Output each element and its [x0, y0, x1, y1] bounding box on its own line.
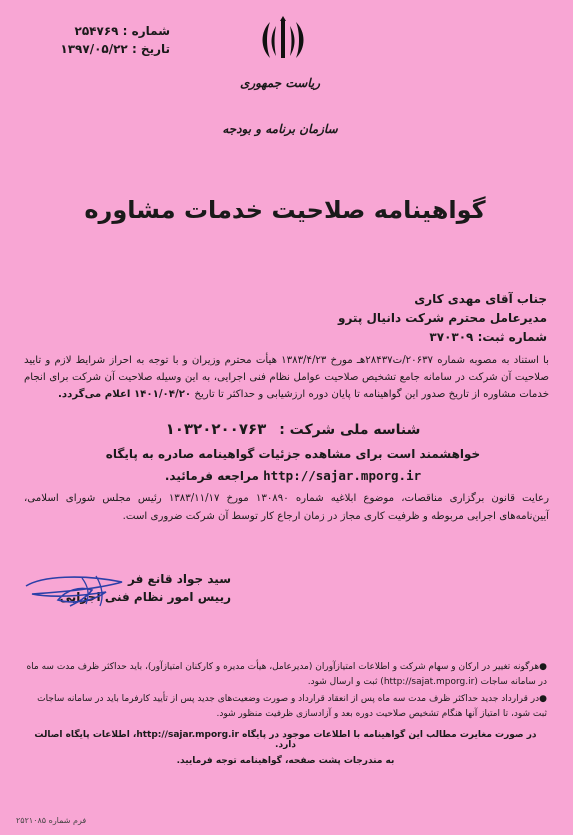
law-paragraph: رعایت قانون برگزاری مناقصات، موضوع ابلاغیه شماره ۱۳۰۸۹۰ مورخ ۱۳۸۳/۱۱/۱۷ رئیس مجلس شورای اسلامی، آیین‌نامه‌های اجرایی مربوطه و ظرفیت کاری مجاز در زمان ارجاع کار توسط آن شرکت ضروری است.	[24, 493, 549, 522]
addressee-block	[247, 290, 547, 347]
org-line-budget: سازمان برنامه و بودجه	[222, 122, 338, 136]
addressee-name: جناب آقای مهدی کاری	[414, 292, 547, 306]
validity-date: ۱۴۰۱/۰۴/۲۰ اعلام می‌گردد.	[58, 389, 192, 400]
signatory-title: رییس امور نظام فنی اجرایی	[59, 590, 231, 604]
conflict-note: در صورت مغایرت مطالب این گواهینامه با اطلاعات موجود در پایگاه http://sajar.mporg.ir، اطلاعات پایگاه اصالت دارد.	[34, 730, 537, 750]
body-paragraph	[24, 352, 549, 403]
referral-line1: خواهشمند است برای مشاهده جزئیات گواهینامه صادره به پایگاه	[105, 447, 481, 461]
note-item: ●هرگونه تغییر در ارکان و سهام شرکت و اطلاعات امتیازآوران (مدیرعامل، هیأت مدیره و کارکنان امتیازآور)، باید حداکثر ظرف مدت سه ماه در سامانه ساجات (http://sajat.mporg.ir) ثبت و ارسال شود.	[26, 662, 547, 687]
back-page-note: به مندرجات پشت صفحه، گواهینامه توجه فرمایید.	[176, 756, 395, 766]
referral-text	[103, 444, 483, 487]
page-title: گواهینامه صلاحیت خدمات مشاوره	[84, 196, 486, 224]
body-text: با استناد به مصوبه شماره ۲۰۶۳۷/ت۲۸۴۳۷هـ مورخ ۱۳۸۳/۴/۲۳ هیأت محترم وزیران و با توجه به احراز شرایط لازم و تایید صلاحیت آن شرکت در سامانه جامع تشخیص صلاحیت عوامل نظام فنی اجرایی، به این وسیله صلاحیت آن شرکت برای انجام خدمات مشاوره از تاریخ صدور این گواهینامه تا پایان دوره ارزشیابی و حداکثر تا تاریخ	[24, 355, 549, 400]
signatory-name: سید جواد قانع فر	[128, 572, 231, 586]
national-id-value: ۱۰۳۲۰۲۰۰۷۶۳	[165, 420, 267, 438]
national-id	[123, 420, 463, 438]
notes-block	[24, 660, 547, 724]
org-line-presidency: ریاست جمهوری	[239, 76, 321, 90]
reference-block	[30, 22, 170, 58]
date-value: ۱۳۹۷/۰۵/۲۲	[60, 42, 128, 56]
date-label: تاریخ :	[131, 42, 170, 56]
number-label: شماره :	[122, 24, 170, 38]
addressee-company: مدیرعامل محترم شرکت دانیال پترو	[338, 311, 547, 325]
number-row	[30, 22, 170, 40]
registration-value: ۳۷۰۳۰۹	[429, 330, 474, 344]
registration-label: شماره ثبت:	[477, 330, 547, 344]
referral-url[interactable]: http://sajar.mporg.ir	[263, 468, 422, 483]
emblem-icon	[258, 14, 308, 64]
registration-row	[247, 328, 547, 347]
note-item: ●در قرارداد جدید حداکثر ظرف مدت سه ماه پس از انعقاد قرارداد و صورت وضعیت‌های جدید پس از تأیید کارفرما باید در سامانه ساجات ثبت شود، تا امتیاز آنها هنگام تشخیص صلاحیت دوره بعد و آزادسازی ظرفیت منظور شود.	[37, 694, 547, 719]
national-id-label: شناسه ملی شرکت :	[279, 422, 421, 438]
form-code: فرم شماره ۲۵۲۱۰۸۵	[16, 816, 87, 825]
referral-suffix: مراجعه فرمائید.	[164, 469, 259, 483]
number-value: ۲۵۴۷۶۹	[74, 24, 119, 38]
referral-line2	[103, 465, 483, 487]
date-row	[30, 40, 170, 58]
signature-icon	[22, 568, 132, 610]
